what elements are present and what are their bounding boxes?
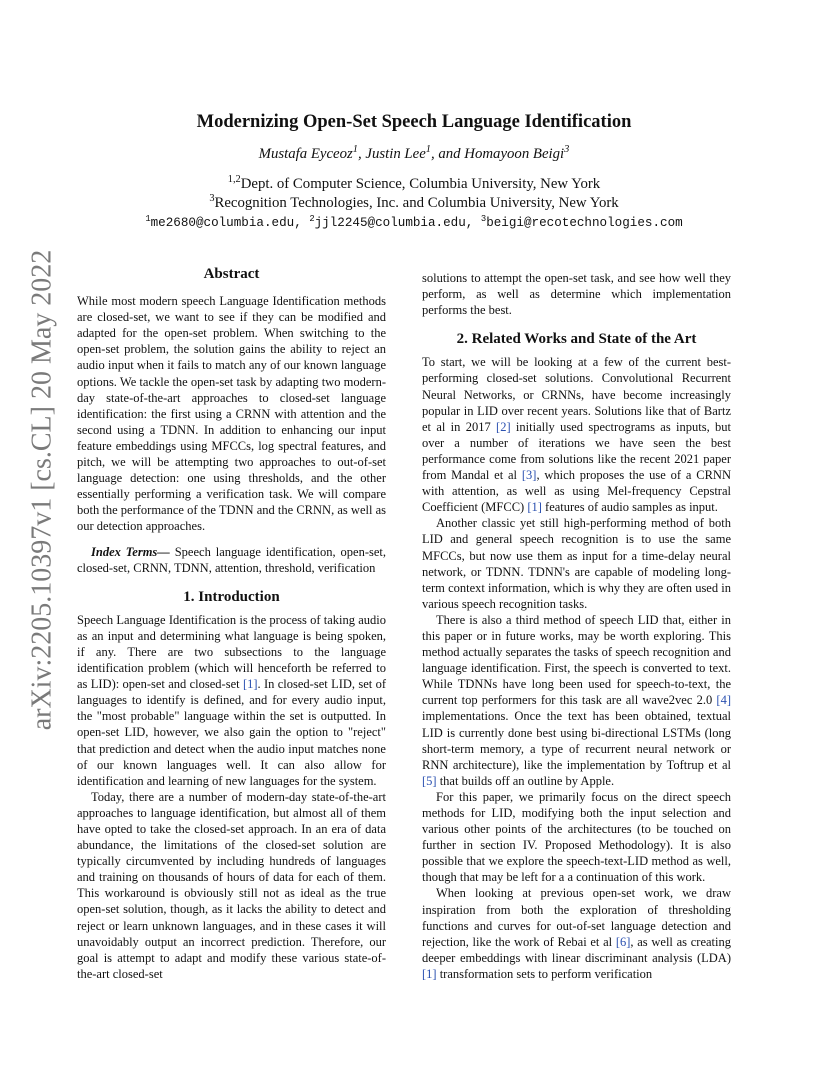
email-sup: 3 [480, 213, 487, 224]
email-sup: 1 [145, 213, 151, 224]
text-run: , as well as creating deeper embeddings with linear discriminant analysis (LDA) [422, 934, 731, 965]
right-column [422, 270, 731, 982]
text-run: features of audio samples as input. [541, 500, 718, 515]
arxiv-identifier: arXiv:2205.10397v1 [cs.CL] 20 May 2022 [26, 249, 58, 731]
author-separator: , [357, 146, 366, 162]
affiliation-line [0, 175, 828, 194]
related-paragraph: Another classic yet still high-performing method of both LID and general speech recognition is to use the same MFCCs, but now use them as input for a time-delay neural network, or TDNN. TDNN's are capable of modeling long-term context information, which is why they are often used in various speech recognition tasks. [422, 516, 731, 611]
intro-paragraph: Today, there are a number of modern-day state-of-the-art approaches to language identification, but almost all of them have opted to take the closed-set approach. In an era of data abundance, the limitations of the closed-set solution are typically circumvented by including hundreds of languages and training on thousands of hours of data for each of them. This workaround is obviously still not as ideal as the true open-set solution, though, as it lacks the ability to detect and reject or learn unknown languages, and in these cases it will unavoidably output an incorrect prediction. Therefore, our goal is attempt to adapt and modify these various state-of-the-art closed-set [77, 789, 386, 981]
text-run: To start, we will be looking at a few of the current best-performing closed-set solutions. Convolutional Recurrent Neural Networks, or CRNNs, have become increasingly popular in LID over recent years. Solutions like that of Bartz et al in 2017 [422, 355, 731, 434]
index-terms-text: Speech language identification, open-set, closed-set, CRNN, TDNN, attention, threshold, verification [77, 544, 386, 575]
author-sup: 3 [564, 144, 570, 156]
email-address: me2680@columbia.edu, [150, 216, 310, 230]
author-name: Justin Lee [365, 146, 426, 162]
citation-link[interactable]: [4] [716, 693, 731, 708]
email-address: beigi@recotechnologies.com [486, 216, 683, 230]
affiliation-text: Recognition Technologies, Inc. and Columbia University, New York [214, 195, 619, 211]
citation-link[interactable]: [3] [521, 468, 537, 483]
email-address: jjl2245@columbia.edu, [314, 216, 481, 230]
paper-header [0, 112, 828, 232]
text-run: transformation sets to perform verification [436, 966, 653, 981]
citation-link[interactable]: [1] [527, 500, 542, 515]
text-run: There is also a third method of speech LID that, either in this paper or in future works, may be worth exploring. This method actually separates the tasks of speech recognition and language identification. First, the speech is converted to text. While TDNNs have long been used for speech-to-text, the current top performers for this task are all wave2vec 2.0 [422, 612, 731, 708]
section-heading-related-works: 2. Related Works and State of the Art [456, 331, 697, 348]
author-name: Homayoon Beigi [464, 146, 565, 162]
text-run: When looking at previous open-set work, we draw inspiration from both the exploration of thresholding functions and curves for out-of-set language detection and rejection, like the work of Rebai et al [422, 886, 731, 949]
paper-title: Modernizing Open-Set Speech Language Identification [196, 112, 632, 132]
text-run: implementations. Once the text has been obtained, textual LID is currently done best using bi-directional LSTMs (long short-term memory, a type of recurrent neural network or RNN architecture), like the implementation by Toftrup et al [422, 709, 731, 772]
intro-paragraph [77, 612, 386, 789]
arxiv-sidebar [22, 249, 62, 731]
abstract-heading: Abstract [203, 266, 260, 282]
author-list [0, 146, 828, 163]
abstract-text: While most modern speech Language Identification methods are closed-set, we want to see if they can be modified and adapted for the open-set problem. When switching to the open-set problem, the solution gains the ability to reject an audio input when it fails to match any of our known language options. We tackle the open-set task by adapting two modern-day state-of-the-art approaches to closed-set language identification: the first using a CRNN with attention and the second using a TDNN. In addition to enhancing our input feature embeddings using MFCCs, log spectral features, and pitch, we will be attempting two approaches to out-of-set language detection: one using thresholds, and the other essentially performing a verification task. We will compare both the performance of the TDNN and the CRNN, as well as our detection approaches. [77, 294, 386, 534]
related-paragraph [422, 354, 731, 515]
text-run: , which proposes the use of a CRNN with attention, as well as using Mel-frequency Cepstral Coefficient (MFCC) [422, 468, 731, 515]
related-paragraph [422, 885, 731, 982]
author-separator: , and [430, 146, 465, 162]
email-sup: 2 [309, 213, 315, 224]
email-line [0, 214, 828, 232]
related-paragraph: For this paper, we primarily focus on the direct speech methods for LID, modifying both the input selection and various other points of the architectures (to be touched on further in section IV. Proposed Methodology). It is also possible that we explore the speech-text-LID method as well, though that may be left for a a continuation of this work. [422, 789, 731, 885]
text-run: Speech Language Identification is the process of taking audio as an input and determining what language is being spoken, if any. There are two subsections to the language identification problem (which will henceforth be referred to as LID): open-set and closed-set [77, 612, 386, 692]
affiliation-line [0, 194, 828, 213]
citation-link[interactable]: [6] [615, 934, 631, 949]
continued-paragraph: solutions to attempt the open-set task, and see how well they perform, as well as determine which implementation performs the best. [422, 271, 731, 318]
text-run: . In closed-set LID, set of languages to identify is defined, and for every audio input, the "most probable" language within the set is outputted. In open-set LID, however, we also gain the option to "reject" that prediction and detect when the audio input matches none of our known languages well. It can also allow for identification and learning of new languages for the system. [77, 677, 386, 788]
left-column [77, 266, 386, 982]
related-paragraph [422, 612, 731, 789]
affiliation-sup: 3 [209, 193, 215, 205]
author-sup: 1 [425, 144, 431, 156]
text-run: initially used spectrograms as inputs, but over a number of iterations we have seen the best performance come from solutions like the recent 2021 paper from Mandal et al [422, 419, 732, 483]
text-run: that builds off an outline by Apple. [436, 773, 615, 788]
citation-link[interactable]: [1] [242, 677, 258, 692]
index-terms [77, 544, 386, 576]
section-heading-introduction: 1. Introduction [183, 588, 280, 605]
author-sup: 1 [352, 144, 358, 156]
citation-link[interactable]: [5] [422, 773, 437, 788]
affiliation-sup: 1,2 [227, 174, 241, 186]
author-name: Mustafa Eyceoz [258, 146, 353, 162]
index-terms-label: Index Terms— [91, 544, 170, 559]
affiliation-text: Dept. of Computer Science, Columbia University, New York [240, 176, 601, 192]
citation-link[interactable]: [2] [496, 419, 511, 434]
citation-link[interactable]: [1] [422, 966, 437, 981]
